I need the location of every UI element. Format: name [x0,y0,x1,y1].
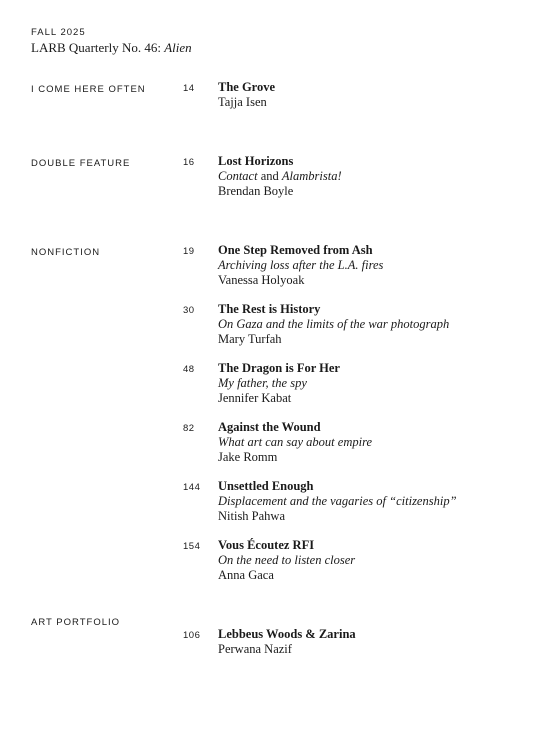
entry-title: The Dragon is For Her [218,361,340,375]
page-number: 30 [183,305,195,316]
entry-title: The Rest is History [218,302,321,316]
entry-subtitle: Archiving loss after the L.A. fires [218,258,384,272]
page-number: 16 [183,157,195,168]
section-label: NONFICTION [31,247,101,258]
entry-author: Anna Gaca [218,568,274,582]
entry-title: Unsettled Enough [218,479,314,493]
page-number: 82 [183,423,195,434]
issue-theme: Alien [164,40,192,55]
entry-title: One Step Removed from Ash [218,243,373,257]
issue-title-prefix: LARB Quarterly No. 46: [31,40,165,55]
section-label: ART PORTFOLIO [31,617,121,628]
entry-author: Jennifer Kabat [218,391,292,405]
entry-author: Vanessa Holyoak [218,273,305,287]
entry-subtitle: Displacement and the vagaries of “citizenship” [218,494,457,508]
film-title-contact: Contact [218,169,258,183]
page-number: 106 [183,630,201,641]
entry-title: Lost Horizons [218,154,294,168]
page-number: 14 [183,83,195,94]
page-number: 48 [183,364,195,375]
entry-subtitle: On Gaza and the limits of the war photograph [218,317,450,331]
entry-subtitle [218,169,518,184]
entry-title: Vous Écoutez RFI [218,538,315,552]
entry-subtitle: On the need to listen closer [218,553,356,567]
page-number: 19 [183,246,195,257]
page-number: 144 [183,482,201,493]
issue-title [31,40,192,56]
entry-title: The Grove [218,80,276,94]
entry-subtitle: What art can say about empire [218,435,373,449]
entry-author: Perwana Nazif [218,642,292,656]
entry-title: Lebbeus Woods & Zarina [218,627,356,641]
subtitle-conjunction: and [257,169,282,183]
film-title-alambrista: Alambrista! [281,169,342,183]
entry-title: Against the Wound [218,420,321,434]
entry-author: Brendan Boyle [218,184,294,198]
issue-season: FALL 2025 [31,27,86,38]
entry-subtitle: My father, the spy [218,376,307,390]
entry-author: Tajja Isen [218,95,267,109]
page-number: 154 [183,541,201,552]
entry-author: Mary Turfah [218,332,282,346]
section-label: DOUBLE FEATURE [31,158,131,169]
section-label: I COME HERE OFTEN [31,84,146,95]
entry-author: Jake Romm [218,450,278,464]
entry-author: Nitish Pahwa [218,509,286,523]
